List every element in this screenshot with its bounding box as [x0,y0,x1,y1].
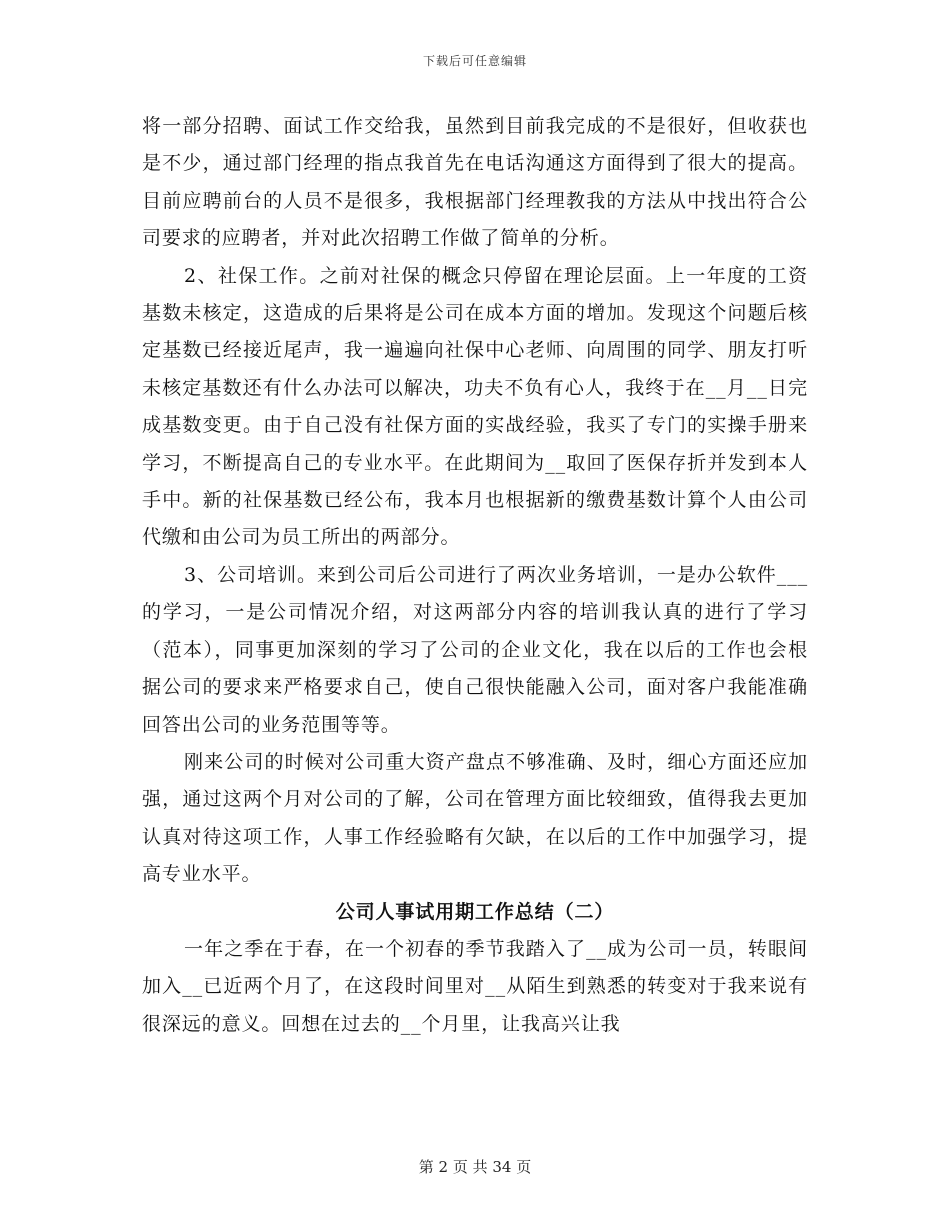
paragraph-reflection: 刚来公司的时候对公司重大资产盘点不够准确、及时，细心方面还应加强，通过这两个月对公司的了解，公司在管理方面比较细致，值得我去更加认真对待这项工作，人事工作经验略有欠缺，在以后的工作中加强学习，提高专业水平。 [142,750,808,886]
page-header: 下载后可任意编辑 [422,54,527,68]
paragraph-social-security: 2、社保工作。之前对社保的概念只停留在理论层面。上一年度的工资基数未核定，这造成的后果将是公司在成本方面的增加。发现这个问题后核定基数已经接近尾声，我一遍遍向社保中心老师、向周围的同学、朋友打听未核定基数还有什么办法可以解决，功夫不负有心人，我终于在__月__日完成基数变更。由于自己没有社保方面的实战经验，我买了专门的实操手册来学习，不断提高自己的专业水平。在此期间为__取回了医保存折并发到本人手中。新的社保基数已经公布，我本月也根据新的缴费基数计算个人由公司代缴和由公司为员工所出的两部分。 [142,264,808,549]
paragraph-training: 3、公司培训。来到公司后公司进行了两次业务培训，一是办公软件___的学习，一是公司情况介绍，对这两部分内容的培训我认真的进行了学习（范本），同事更加深刻的学习了公司的企业文化，我在以后的工作也会根据公司的要求来严格要求自己，使自己很快能融入公司，面对客户我能准确回答出公司的业务范围等等。 [142,563,808,736]
section-title: 公司人事试用期工作总结（二） [335,900,615,923]
paragraph-intro: 一年之季在于春，在一个初春的季节我踏入了__成为公司一员，转眼间加入__已近两个月了，在这段时间里对__从陌生到熟悉的转变对于我来说有很深远的意义。回想在过去的__个月里，让我高兴让我 [142,937,808,1035]
document-body [142,108,808,1043]
paragraph-recruiting: 将一部分招聘、面试工作交给我，虽然到目前我完成的不是很好，但收获也是不少，通过部门经理的指点我首先在电话沟通这方面得到了很大的提高。目前应聘前台的人员不是很多，我根据部门经理教我的方法从中找出符合公司要求的应聘者，并对此次招聘工作做了简单的分析。 [142,115,808,250]
page-footer: 第 2 页 共 34 页 [418,1158,532,1176]
